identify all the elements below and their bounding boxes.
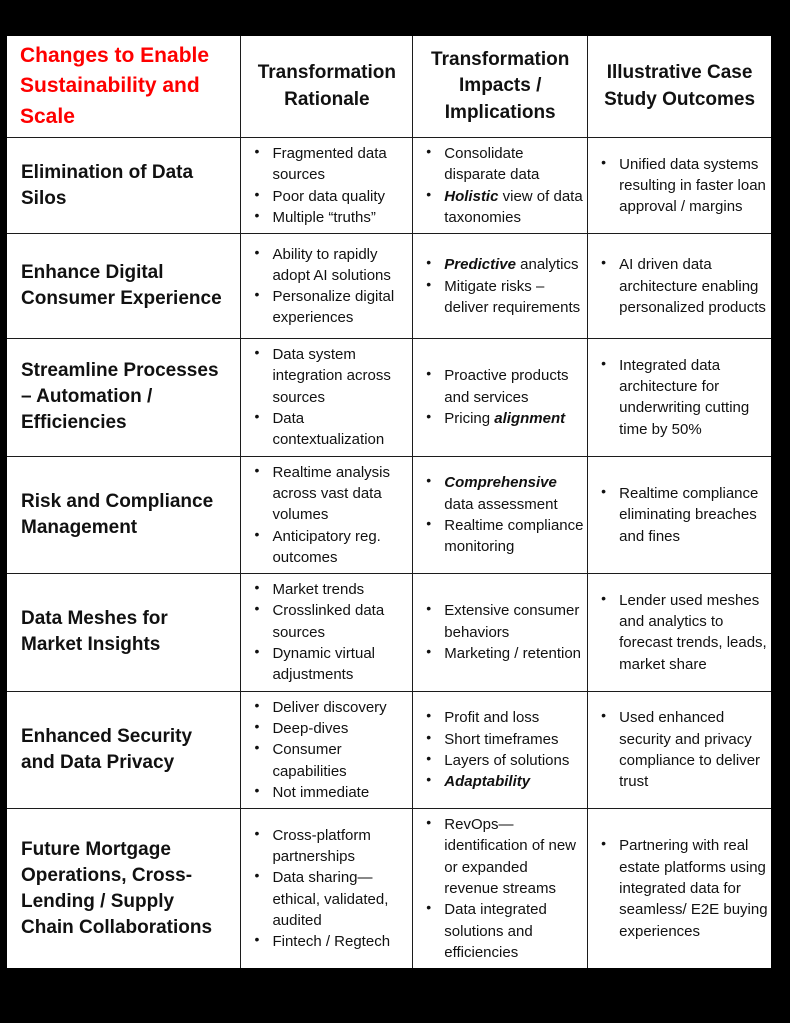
bullet-text: Used enhanced security and privacy compliance to deliver trust [619, 709, 761, 791]
bullet-text: Layers of solutions [444, 751, 570, 769]
transformation-table [4, 33, 774, 971]
bullet-item [241, 244, 410, 287]
impacts-bullet-list [413, 707, 585, 792]
bullet-marker: • [426, 254, 432, 271]
row-title: Enhanced Security and Data Privacy [6, 691, 241, 808]
table-row [6, 456, 773, 573]
bullet-text: Marketing / retention [444, 645, 582, 663]
bullet-marker: • [426, 365, 432, 382]
bullet-text: Partnering with real estate platforms using integrated data for seamless/ E2E buying experiences [619, 837, 768, 940]
bullet-marker: • [254, 931, 260, 948]
bullet-text: Profit and loss [444, 709, 540, 727]
bullet-marker: • [426, 643, 432, 660]
bullet-text: Comprehensive data assessment [444, 474, 558, 513]
bullet-marker: • [426, 899, 432, 916]
bullet-text: Predictive analytics [444, 256, 579, 274]
table-row [6, 691, 773, 808]
rationale-cell [241, 234, 413, 339]
bullet-text: Cross-platform partnerships [272, 826, 371, 866]
bullet-item [413, 643, 585, 664]
bullet-item [241, 408, 410, 451]
bullet-marker: • [254, 867, 260, 884]
bullet-item [241, 186, 410, 207]
row-title: Future Mortgage Operations, Cross-Lending / Supply Chain Collaborations [6, 809, 241, 970]
bullet-marker: • [426, 472, 432, 489]
bullet-item [413, 276, 585, 319]
rationale-cell [241, 691, 413, 808]
table-header [6, 35, 773, 138]
outcomes-bullet-list [588, 590, 769, 675]
rationale-cell [241, 809, 413, 970]
bullet-marker: • [601, 835, 607, 852]
header-row [6, 35, 773, 138]
table-row [6, 809, 773, 970]
bullet-text: Short timeframes [444, 730, 559, 748]
bullet-text: Personalize digital experiences [272, 288, 395, 327]
bullet-text: Extensive consumer behaviors [444, 602, 580, 641]
bullet-text: Data integrated solutions and efficiencies [444, 901, 547, 961]
bullet-item [241, 782, 410, 803]
bullet-text: Fintech / Regtech [272, 933, 391, 951]
bullet-item [241, 825, 410, 868]
rationale-bullet-list [241, 825, 410, 953]
bullet-marker: • [254, 408, 260, 425]
bullet-marker: • [254, 579, 260, 596]
bullet-marker: • [426, 408, 432, 425]
impacts-cell [413, 809, 588, 970]
bullet-marker: • [601, 254, 607, 271]
bullet-marker: • [254, 461, 260, 478]
transformation-table-container [4, 33, 774, 961]
bullet-item [588, 590, 769, 675]
bullet-text: Realtime compliance eliminating breaches and fines [619, 484, 759, 545]
bullet-marker: • [426, 514, 432, 531]
bullet-text: Not immediate [272, 783, 370, 801]
table-row [6, 574, 773, 691]
bullet-text: Mitigate risks – deliver requirements [444, 277, 581, 316]
bullet-text: Data sharing—ethical, validated, audited [272, 869, 389, 929]
bullet-item [413, 899, 585, 963]
bullet-text: Adaptability [444, 773, 531, 791]
bullet-marker: • [426, 771, 432, 788]
impacts-cell [413, 691, 588, 808]
bullet-text: Holistic view of data taxonomies [444, 187, 583, 226]
outcomes-bullet-list [588, 254, 769, 318]
rationale-bullet-list [241, 697, 410, 803]
bullet-item [413, 254, 585, 275]
bullet-item [588, 254, 769, 318]
bullet-item [241, 286, 410, 329]
bullet-marker: • [601, 354, 607, 371]
bullet-item [241, 718, 410, 739]
bullet-text: Dynamic virtual adjustments [272, 645, 375, 684]
bullet-marker: • [601, 153, 607, 170]
bullet-marker: • [254, 643, 260, 660]
bullet-text: Realtime analysis across vast data volumes [272, 463, 391, 524]
rationale-bullet-list [241, 462, 410, 568]
outcomes-cell [588, 809, 773, 970]
bullet-marker: • [254, 739, 260, 756]
rationale-bullet-list [241, 579, 410, 685]
bullet-item [241, 739, 410, 782]
impacts-bullet-list [413, 143, 585, 228]
bullet-marker: • [254, 243, 260, 260]
bullet-text: Anticipatory reg. outcomes [272, 527, 381, 566]
bullet-text: Consolidate disparate data [444, 145, 540, 184]
bullet-item [241, 143, 410, 186]
rationale-cell [241, 456, 413, 573]
bullet-item [413, 408, 585, 429]
outcomes-cell [588, 691, 773, 808]
bullet-marker: • [601, 482, 607, 499]
impacts-bullet-list [413, 814, 585, 963]
bullet-item [413, 365, 585, 408]
row-title: Risk and Compliance Management [6, 456, 241, 573]
outcomes-bullet-list [588, 707, 769, 792]
bullet-text: Multiple “truths” [272, 208, 376, 226]
bullet-marker: • [426, 275, 432, 292]
impacts-bullet-list [413, 365, 585, 429]
bullet-marker: • [254, 344, 260, 361]
bullet-item [413, 750, 585, 771]
bullet-marker: • [254, 206, 260, 223]
bullet-marker: • [601, 589, 607, 606]
bullet-marker: • [254, 696, 260, 713]
bullet-marker: • [254, 781, 260, 798]
row-title: Elimination of Data Silos [6, 138, 241, 234]
bullet-text: Crosslinked data sources [272, 602, 385, 641]
impacts-cell [413, 574, 588, 691]
bullet-item [241, 931, 410, 952]
outcomes-cell [588, 138, 773, 234]
rationale-cell [241, 138, 413, 234]
outcomes-cell [588, 574, 773, 691]
bullet-item [588, 355, 769, 440]
bullet-item [241, 643, 410, 686]
bullet-item [588, 707, 769, 792]
bullet-text: Unified data systems resulting in faster loan approval / margins [619, 155, 766, 216]
bullet-item [413, 814, 585, 899]
bullet-text: Proactive products and services [444, 367, 569, 406]
outcomes-bullet-list [588, 355, 769, 440]
bullet-marker: • [254, 600, 260, 617]
bullet-marker: • [426, 749, 432, 766]
bullet-text: Fragmented data sources [272, 145, 387, 184]
table-body [6, 138, 773, 970]
bullet-item [588, 835, 769, 941]
column-header-rationale: Transformation Rationale [241, 35, 413, 138]
bullet-item [413, 186, 585, 229]
impacts-bullet-list [413, 254, 585, 318]
bullet-marker: • [254, 185, 260, 202]
bullet-text: Market trends [272, 581, 365, 599]
impacts-bullet-list [413, 600, 585, 664]
bullet-text: Ability to rapidly adopt AI solutions [272, 245, 391, 284]
bullet-text: Consumer capabilities [272, 741, 347, 780]
bullet-item [588, 154, 769, 218]
row-title: Enhance Digital Consumer Experience [6, 234, 241, 339]
bullet-marker: • [254, 717, 260, 734]
bullet-item [241, 579, 410, 600]
bullet-item [241, 600, 410, 643]
bullet-item [241, 697, 410, 718]
bullet-text: Data system integration across sources [272, 346, 391, 406]
column-header-changes: Changes to Enable Sustainability and Scale [6, 35, 241, 138]
outcomes-cell [588, 339, 773, 456]
outcomes-cell [588, 456, 773, 573]
bullet-item [413, 729, 585, 750]
rationale-bullet-list [241, 344, 410, 450]
bullet-marker: • [254, 525, 260, 542]
bullet-item [241, 526, 410, 569]
rationale-cell [241, 339, 413, 456]
bullet-marker: • [426, 600, 432, 617]
bullet-marker: • [254, 824, 260, 841]
impacts-cell [413, 138, 588, 234]
bullet-text: Poor data quality [272, 187, 386, 205]
outcomes-cell [588, 234, 773, 339]
rationale-cell [241, 574, 413, 691]
impacts-cell [413, 456, 588, 573]
bullet-marker: • [426, 814, 432, 831]
rationale-bullet-list [241, 143, 410, 228]
bullet-item [241, 207, 410, 228]
bullet-item [413, 771, 585, 792]
bullet-text: Pricing alignment [444, 410, 566, 428]
impacts-cell [413, 339, 588, 456]
bullet-text: AI driven data architecture enabling personalized products [619, 256, 766, 316]
row-title: Data Meshes for Market Insights [6, 574, 241, 691]
bullet-item [413, 707, 585, 728]
bullet-item [588, 483, 769, 547]
bullet-marker: • [426, 185, 432, 202]
bullet-item [241, 867, 410, 931]
bullet-item [413, 143, 585, 186]
bullet-text: Integrated data architecture for underwriting cutting time by 50% [619, 356, 750, 438]
column-header-outcomes: Illustrative Case Study Outcomes [588, 35, 773, 138]
table-row [6, 234, 773, 339]
bullet-marker: • [426, 707, 432, 724]
bullet-text: Deliver discovery [272, 698, 387, 716]
rationale-bullet-list [241, 244, 410, 329]
bullet-marker: • [426, 728, 432, 745]
bullet-text: Deep-dives [272, 719, 349, 737]
bullet-text: Realtime compliance monitoring [444, 516, 584, 556]
table-row [6, 339, 773, 456]
bullet-item [413, 472, 585, 515]
bullet-item [413, 515, 585, 558]
bullet-marker: • [254, 143, 260, 159]
bullet-text: RevOps—identification of new or expanded revenue streams [444, 816, 577, 898]
outcomes-bullet-list [588, 835, 769, 941]
bullet-text: Lender used meshes and analytics to forecast trends, leads, market share [619, 591, 767, 673]
bullet-marker: • [601, 707, 607, 724]
column-header-impacts: Transformation Impacts / Implications [413, 35, 588, 138]
bullet-text: Data contextualization [272, 410, 385, 449]
impacts-bullet-list [413, 472, 585, 557]
bullet-marker: • [254, 286, 260, 303]
bullet-marker: • [426, 143, 432, 159]
row-title: Streamline Processes – Automation / Efficiencies [6, 339, 241, 456]
outcomes-bullet-list [588, 483, 769, 547]
bullet-item [241, 344, 410, 408]
bullet-item [413, 600, 585, 643]
bullet-item [241, 462, 410, 526]
impacts-cell [413, 234, 588, 339]
table-row [6, 138, 773, 234]
outcomes-bullet-list [588, 154, 769, 218]
